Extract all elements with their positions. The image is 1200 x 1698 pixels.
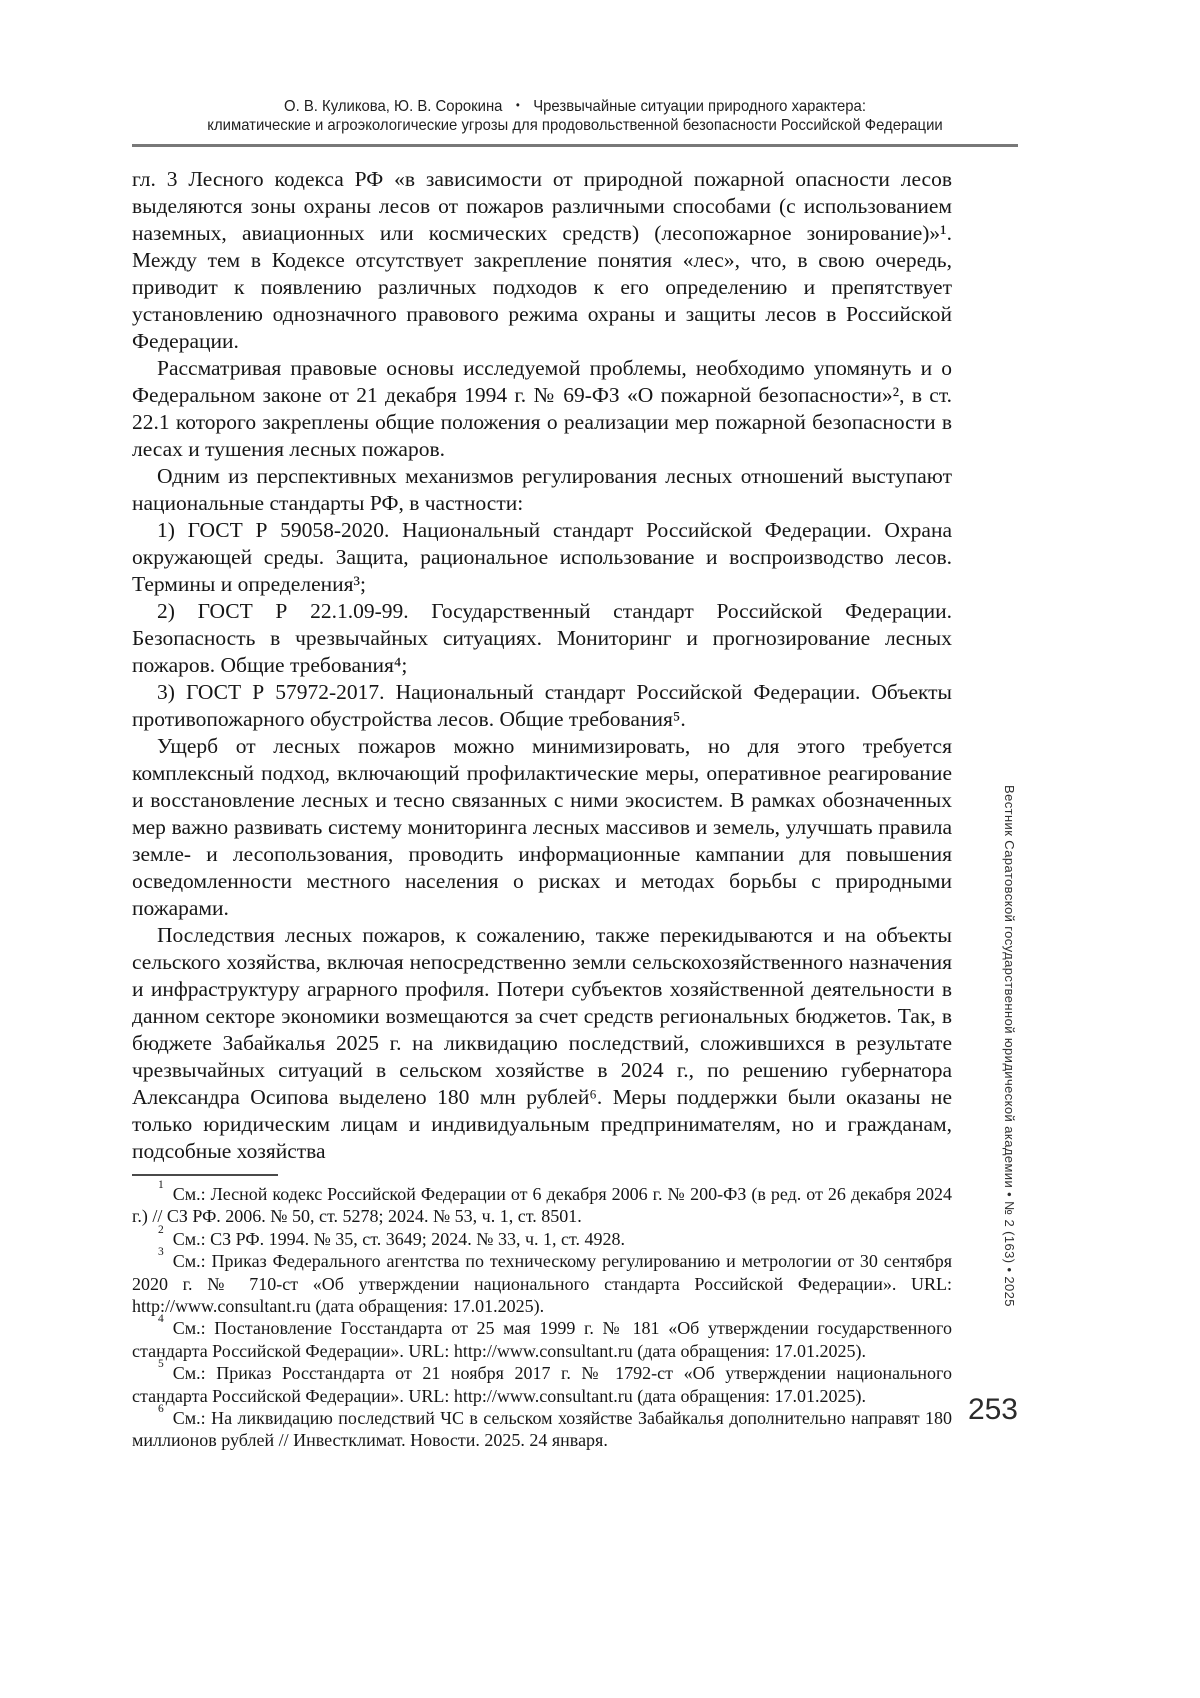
footnote — [132, 1402, 952, 1452]
footnote-text: См.: На ликвидацию последствий ЧС в сельском хозяйстве Забайкалья дополнительно направят 180 миллионов рублей // Инвестклимат. Новости. 2025. 24 января. — [132, 1408, 952, 1451]
paragraph: Одним из перспективных механизмов регулирования лесных отношений выступают национальные стандарты РФ, в частности: — [132, 464, 952, 515]
paragraph: 1) ГОСТ Р 59058-2020. Национальный стандарт Российской Федерации. Охрана окружающей среды. Защита, рациональное использование и воспроизводство лесов. Термины и определения³; — [132, 518, 952, 596]
footnote-text: См.: СЗ РФ. 1994. № 35, ст. 3649; 2024. № 33, ч. 1, ст. 4928. — [172, 1228, 625, 1249]
paragraph: Ущерб от лесных пожаров можно минимизировать, но для этого требуется комплексный подход, включающий профилактические меры, оперативное реагирование и восстановление лесных и тесно связанных с ними экосистем. В рамках обозначенных мер важно развивать систему мониторинга лесных массивов и земель, улучшать правила земле- и лесопользования, проводить информационные кампании для повышения осведомленности местного населения о рисках и методах борьбы с природными пожарами. — [132, 734, 952, 920]
footnote — [132, 1246, 952, 1317]
header-bullet-icon: • — [515, 98, 520, 112]
footnote-marker: 1 — [158, 1178, 164, 1191]
footnote — [132, 1223, 952, 1250]
footnote-marker: 6 — [158, 1402, 164, 1415]
footnote-text: См.: Приказ Федерального агентства по техническому регулированию и метрологии от 30 сентября 2020 г. № 710-ст «Об утверждении национального стандарта Российской Федерации». URL: http://www.consultant.ru (дата обращения: 17.01.2025). — [132, 1251, 952, 1317]
running-header — [132, 96, 1018, 135]
header-authors: О. В. Куликова, Ю. В. Сорокина — [284, 98, 503, 115]
footnote-text: См.: Постановление Госстандарта от 25 мая 1999 г. № 181 «Об утверждении государственного стандарта Российской Федерации». URL: http://www.consultant.ru (дата обращения: 17.01.2025). — [132, 1318, 952, 1361]
journal-imprint-vertical: Вестник Саратовской государственной юридической академии • № 2 (163) • 2025 — [1002, 785, 1017, 1307]
article-body — [132, 166, 952, 1165]
footnote-marker: 2 — [158, 1223, 164, 1236]
footnote-marker: 4 — [158, 1313, 164, 1326]
footnote — [132, 1313, 952, 1362]
footnote-marker: 5 — [158, 1358, 164, 1371]
footnote — [132, 1358, 952, 1407]
paragraph: Рассматривая правовые основы исследуемой проблемы, необходимо упомянуть и о Федеральном законе от 21 декабря 1994 г. № 69-ФЗ «О пожарной безопасности»², в ст. 22.1 которого закреплены общие положения о реализации мер пожарной безопасности в лесах и тушения лесных пожаров. — [132, 356, 952, 461]
page-number: 253 — [967, 1393, 1018, 1426]
footnote-separator — [132, 1174, 278, 1176]
paragraph: 2) ГОСТ Р 22.1.09-99. Государственный стандарт Российской Федерации. Безопасность в чрезвычайных ситуациях. Мониторинг и прогнозирование лесных пожаров. Общие требования⁴; — [132, 599, 952, 677]
paragraph: гл. 3 Лесного кодекса РФ «в зависимости от природной пожарной опасности лесов выделяются зоны охраны лесов от пожаров различными способами (с использованием наземных, авиационных или космических средств) (лесопожарное зонирование)»¹. Между тем в Кодексе отсутствует закрепление понятия «лес», что, в свою очередь, приводит к появлению различных подходов к его определению и препятствует установлению однозначного правового режима охраны и защиты лесов в Российской Федерации. — [132, 167, 952, 353]
footnote — [132, 1178, 952, 1228]
running-header-line1 — [163, 96, 987, 116]
footnote-marker: 3 — [158, 1246, 164, 1259]
header-article-title-part: Чрезвычайные ситуации природного характера: — [533, 98, 866, 115]
paragraph: 3) ГОСТ Р 57972-2017. Национальный стандарт Российской Федерации. Объекты противопожарного обустройства лесов. Общие требования⁵. — [132, 680, 952, 731]
running-header-line2: климатические и агроэкологические угрозы для продовольственной безопасности Российской Федерации — [207, 117, 943, 134]
footnotes-block — [132, 1178, 952, 1452]
footnote-text: См.: Лесной кодекс Российской Федерации от 6 декабря 2006 г. № 200-ФЗ (в ред. от 26 декабря 2024 г.) // СЗ РФ. 2006. № 50, ст. 5278; 2024. № 53, ч. 1, ст. 8501. — [132, 1184, 952, 1227]
footnote-text: См.: Приказ Росстандарта от 21 ноября 2017 г. № 1792-ст «Об утверждении национального стандарта Российской Федерации». URL: http://www.consultant.ru (дата обращения: 17.01.2025). — [132, 1363, 952, 1406]
paragraph: Последствия лесных пожаров, к сожалению, также перекидываются и на объекты сельского хозяйства, включая непосредственно земли сельскохозяйственного назначения и инфраструктуру аграрного профиля. Потери субъектов хозяйственной деятельности в данном секторе экономики возмещаются за счет средств региональных бюджетов. Так, в бюджете Забайкалья 2025 г. на ликвидацию последствий, сложившихся в результате чрезвычайных ситуаций в сельском хозяйстве в 2024 г., по решению губернатора Александра Осипова выделено 180 млн рублей⁶. Меры поддержки были оказаны не только юридическим лицам и индивидуальным предпринимателям, но и гражданам, подсобные хозяйства — [132, 923, 952, 1163]
header-rule — [132, 144, 1018, 147]
